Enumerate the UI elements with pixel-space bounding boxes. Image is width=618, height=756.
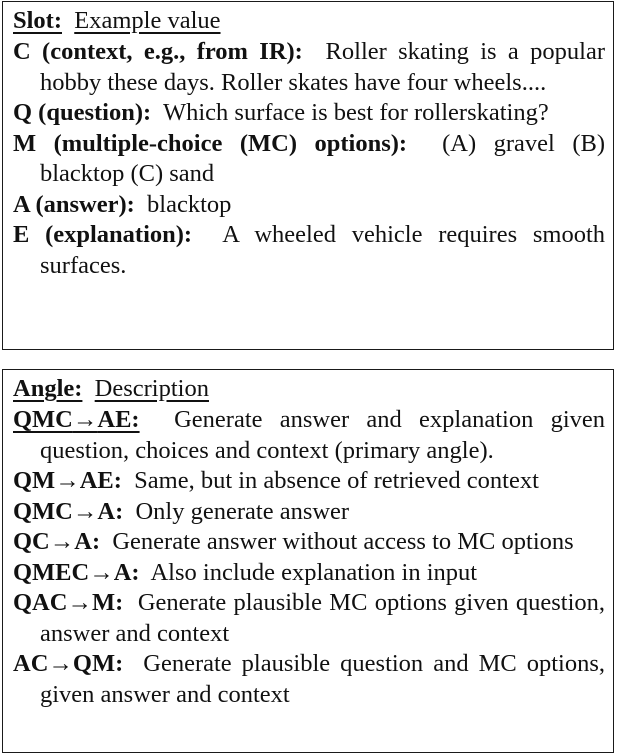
- angle-description: Generate plausible question and MC options, given answer and context: [40, 650, 605, 708]
- slot-row-answer: [13, 190, 605, 221]
- angle-input: QM: [13, 467, 56, 494]
- slot-key: C (context, e.g., from IR):: [13, 38, 303, 65]
- slot-table: [2, 1, 614, 350]
- angle-input: QAC: [13, 589, 68, 616]
- angle-row-qmc-ae: [13, 405, 605, 466]
- angle-key: [13, 467, 122, 494]
- angle-description: Also include explanation in input: [150, 558, 478, 586]
- angle-key: [13, 589, 123, 616]
- arrow-icon: →: [89, 558, 114, 586]
- angle-description: Generate answer and explanation given question, choices and context (primary angle).: [40, 406, 606, 464]
- slot-header-value: Example value: [74, 7, 221, 34]
- angle-header-value: Description: [94, 375, 209, 402]
- angle-description: Same, but in absence of retrieved context: [134, 467, 539, 494]
- angle-table: [2, 369, 614, 753]
- angle-description: Generate answer without access to MC options: [112, 528, 574, 555]
- angle-output: QM:: [72, 650, 124, 677]
- angle-key: [13, 650, 123, 677]
- slot-row-explanation: [13, 220, 605, 281]
- angle-header-key: Angle:: [13, 375, 83, 402]
- angle-output: A:: [74, 528, 101, 555]
- arrow-icon: →: [55, 467, 80, 494]
- slot-row-question: [13, 98, 605, 129]
- angle-key: [13, 498, 123, 525]
- slot-value: (A) gravel (B) blacktop (C) sand: [40, 129, 605, 187]
- slot-value: Roller skating is a popular hobby these days. Roller skates have four wheels....: [40, 38, 605, 96]
- angle-input: QC: [13, 528, 50, 555]
- slot-key: E (explanation):: [13, 221, 193, 248]
- angle-output: AE:: [79, 467, 122, 494]
- angle-row-qc-a: [13, 527, 605, 558]
- slot-table-header: [13, 6, 605, 37]
- angle-row-qac-m: [13, 588, 605, 649]
- arrow-icon: →: [72, 497, 98, 525]
- angle-output: M:: [91, 589, 124, 616]
- angle-description: Only generate answer: [135, 497, 350, 525]
- angle-output: A:: [97, 497, 124, 525]
- arrow-icon: →: [72, 406, 98, 433]
- angle-input: AC: [13, 650, 49, 677]
- angle-input: QMC: [13, 406, 73, 433]
- angle-input: QMC: [13, 497, 73, 525]
- angle-key: [13, 559, 140, 586]
- slot-value: A wheeled vehicle requires smooth surfaces.: [40, 221, 605, 279]
- slot-value: Which surface is best for rollerskating?: [162, 99, 549, 126]
- angle-output: A:: [113, 558, 140, 586]
- angle-row-qm-ae: [13, 466, 605, 497]
- arrow-icon: →: [67, 589, 92, 616]
- slot-row-options: [13, 129, 605, 190]
- angle-key: [13, 406, 140, 433]
- slot-row-context: [13, 37, 605, 98]
- angle-input: QMEC: [13, 558, 90, 586]
- arrow-icon: →: [49, 528, 75, 555]
- angle-row-qmc-a: [13, 497, 605, 528]
- slot-key: Q (question):: [13, 99, 152, 126]
- angle-output: AE:: [97, 406, 140, 433]
- slot-value: blacktop: [147, 190, 232, 218]
- arrow-icon: →: [48, 650, 73, 677]
- angle-key: [13, 528, 100, 555]
- slot-key: M (multiple-choice (MC) options):: [13, 129, 408, 157]
- slot-key: A (answer):: [13, 190, 135, 218]
- slot-header-key: Slot:: [13, 7, 62, 34]
- angle-row-ac-qm: [13, 649, 605, 710]
- angle-row-qmec-a: [13, 558, 605, 589]
- angle-table-header: [13, 374, 605, 405]
- angle-description: Generate plausible MC options given question, answer and context: [40, 589, 606, 647]
